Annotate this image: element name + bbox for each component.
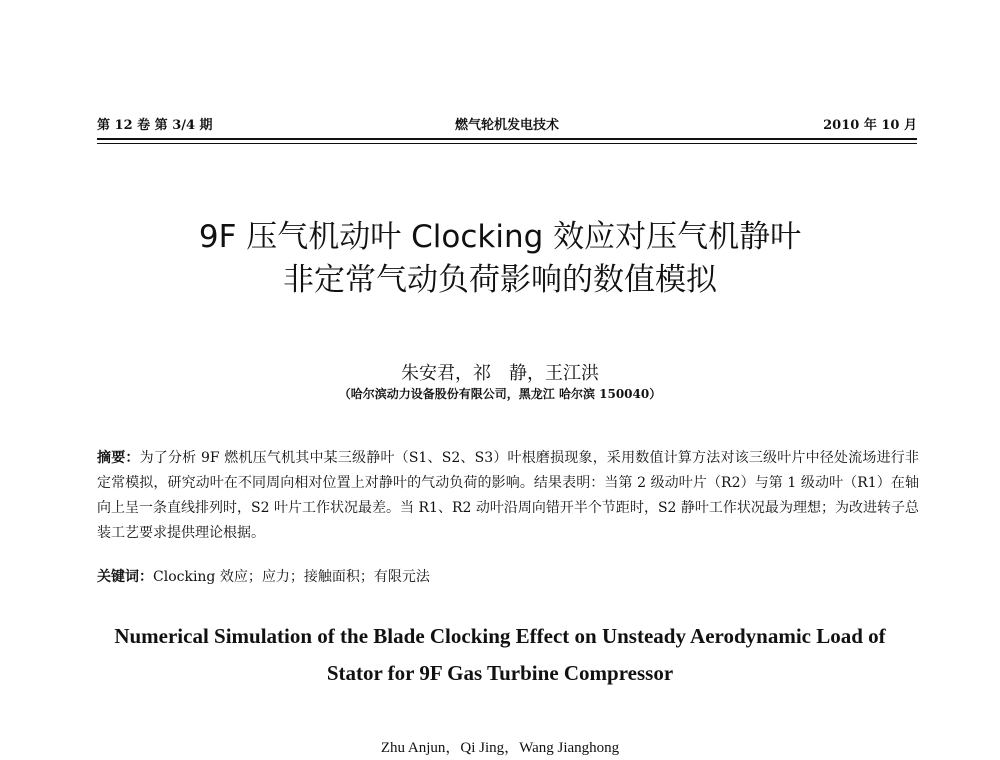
english-title-line-2: Stator for 9F Gas Turbine Compressor: [326, 661, 674, 685]
english-authors: Zhu Anjun，Qi Jing，Wang Jianghong: [380, 740, 620, 756]
volume-issue: 第 12 卷 第 3/4 期: [97, 118, 213, 133]
running-header: [97, 114, 917, 136]
chinese-affiliation: （哈尔滨动力设备股份有限公司，黑龙江 哈尔滨 150040）: [338, 387, 662, 401]
keywords-text: Clocking 效应；应力；接触面积；有限元法: [153, 569, 430, 585]
chinese-authors: 朱安君，祁 静，王江洪: [401, 363, 599, 384]
abstract-label: 摘要：: [97, 450, 140, 466]
keywords-label: 关键词：: [97, 569, 153, 585]
english-title-line-1: Numerical Simulation of the Blade Clocking Effect on Unsteady Aerodynamic Load of: [114, 624, 886, 648]
abstract-text: 为了分析 9F 燃机压气机其中某三级静叶（S1、S2、S3）叶根磨损现象，采用数值计算方法对该三级叶片中径处流场进行非定常模拟，研究动叶在不同周向相对位置上对静叶的气动负荷的影响。结果表明：当第 2 级动叶片（R2）与第 1 级动叶（R1）在轴向上呈一条直线排列时，S2 叶片工作状况最差。当 R1、R2 动叶沿周向错开半个节距时，S2 静叶工作状况最为理想；为改进转子总装工艺要求提供理论根据。: [97, 450, 920, 541]
publication-date: 2010 年 10 月: [823, 118, 917, 133]
chinese-title-line-1: 9F 压气机动叶 Clocking 效应对压气机静叶: [198, 219, 802, 255]
journal-name: 燃气轮机发电技术: [454, 118, 559, 133]
chinese-title-line-2: 非定常气动负荷影响的数值模拟: [283, 262, 717, 298]
header-rule-thick: [97, 138, 917, 140]
header-rule-thin: [97, 143, 917, 144]
abstract: [97, 446, 919, 546]
keywords: [97, 567, 919, 587]
